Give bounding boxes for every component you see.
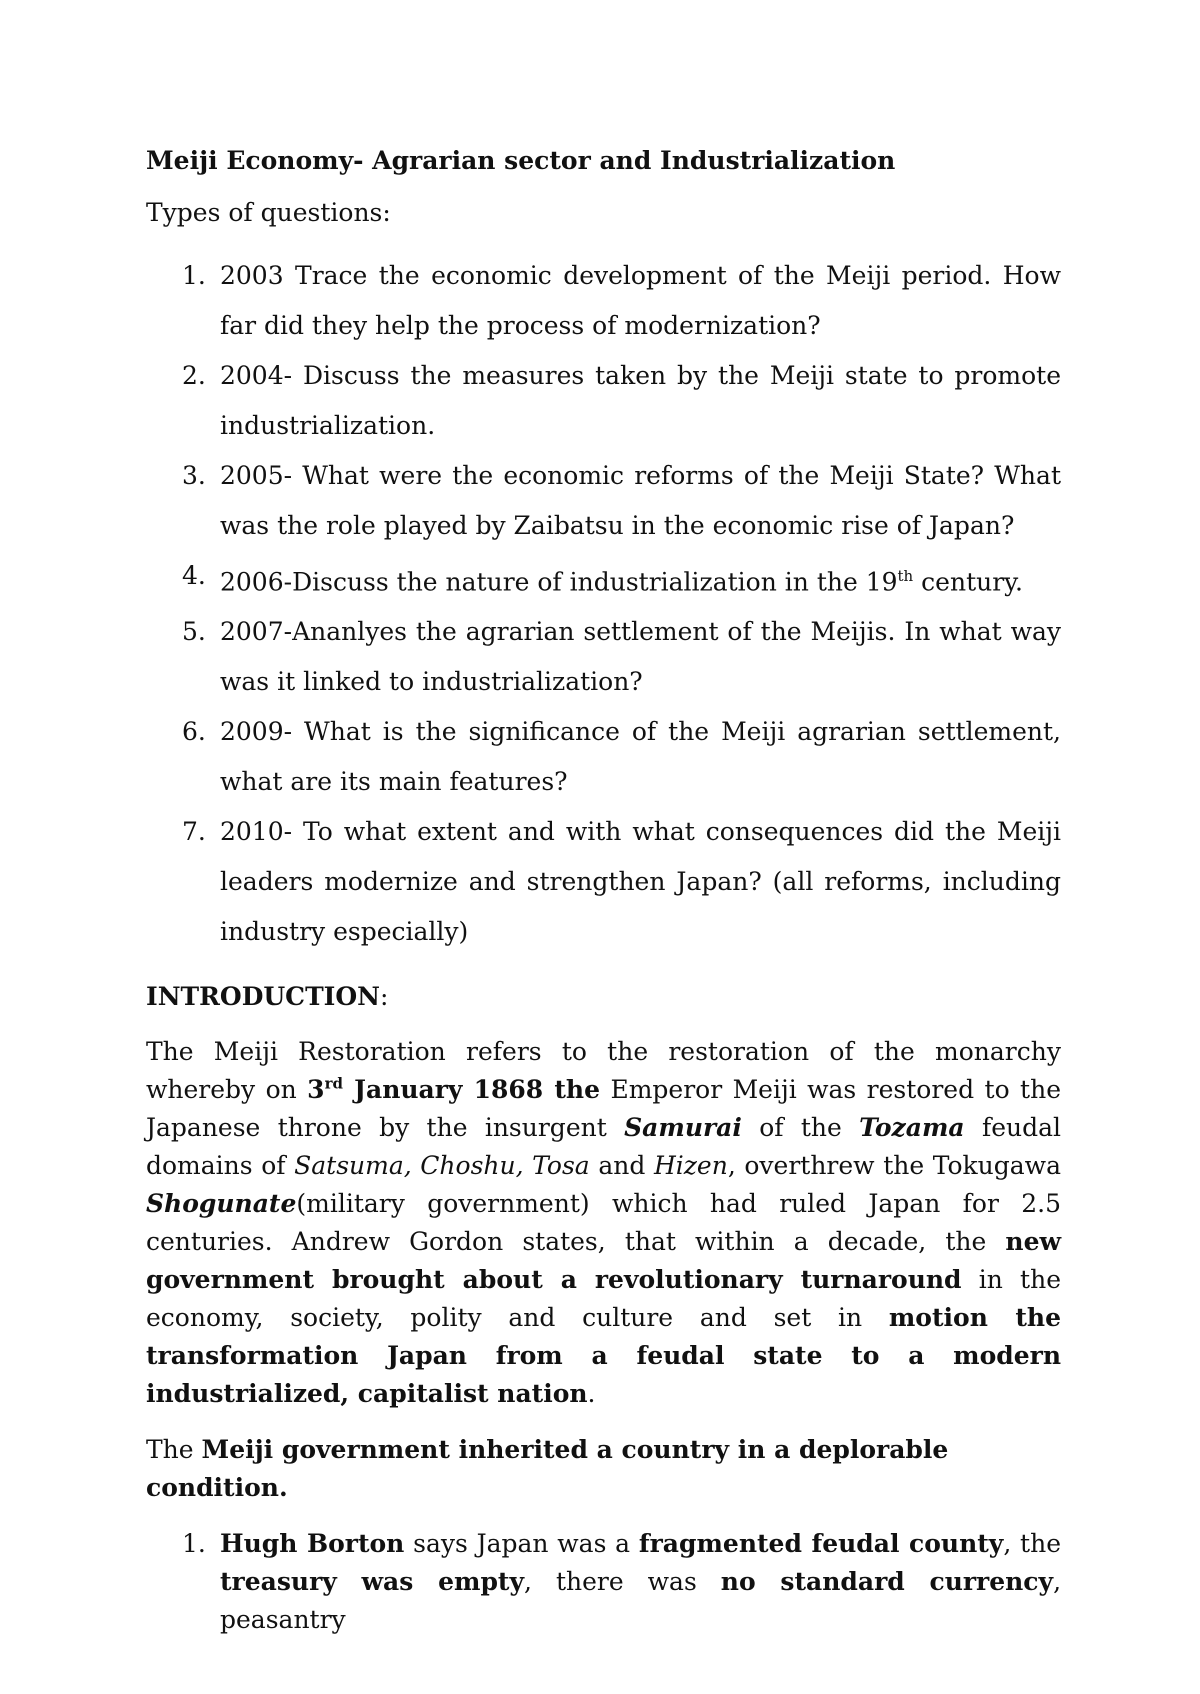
text-run-bold: treasury was empty	[220, 1567, 524, 1597]
list-number: 4.	[182, 561, 206, 590]
question-text: 2005- What were the economic reforms of the Meiji State? What was the role played by Zaibatsu in the economic rise of Japan?	[220, 461, 1061, 540]
text-run-bold: January 1868 the	[342, 1075, 601, 1105]
list-item	[146, 451, 1061, 551]
text-run: Emperor Meiji was restored to the Japanese throne by the insurgent	[146, 1075, 1061, 1143]
text-run-bold-italic: Samurai	[624, 1113, 742, 1143]
list-item	[146, 1525, 1061, 1639]
text-run-bold: motion the transformation Japan from a feudal state to a modern industrialized, capitalist nation	[146, 1303, 1061, 1409]
condition-paragraph	[146, 1431, 1061, 1507]
list-number: 2.	[182, 361, 206, 390]
list-item	[146, 251, 1061, 351]
text-run-bold: new government brought about a revolutionary turnaround	[146, 1227, 1061, 1295]
text-run: of the	[741, 1113, 860, 1143]
document-content	[146, 143, 1061, 1639]
text-run-italic: Satsuma, Choshu, Tosa	[294, 1151, 590, 1181]
text-run: , there was	[524, 1567, 721, 1597]
list-number: 6.	[182, 717, 206, 747]
question-text: 2003 Trace the economic development of the Meiji period. How far did they help the process of modernization?	[220, 261, 1061, 340]
text-run-bold: Hugh Borton	[220, 1529, 405, 1559]
text-run: , the	[1003, 1529, 1061, 1559]
question-text: 2007-Ananlyes the agrarian settlement of the Meijis. In what way was it linked to industrialization?	[220, 617, 1061, 697]
text-run-bold: Meiji government inherited a country in a deplorable condition.	[146, 1435, 949, 1503]
question-text: 2009- What is the significance of the Meiji agrarian settlement, what are its main features?	[220, 717, 1061, 797]
text-run: in the economy, society, polity and culture and set in	[146, 1265, 1061, 1333]
question-text: 2004- Discuss the measures taken by the Meiji state to promote industrialization.	[220, 361, 1061, 440]
superscript: rd	[324, 1075, 343, 1093]
text-run: The Meiji Restoration refers to the restoration of the monarchy whereby on	[146, 1037, 1061, 1105]
question-text-end: century.	[913, 567, 1023, 597]
text-run: , overthrew the Tokugawa	[727, 1151, 1061, 1181]
text-run-bold: fragmented feudal county	[638, 1529, 1004, 1559]
list-item	[146, 551, 1061, 607]
list-number: 5.	[182, 617, 206, 647]
intro-heading	[146, 979, 1061, 1015]
text-run-bold: no standard currency	[720, 1567, 1054, 1597]
text-run: and	[589, 1151, 654, 1181]
text-run: The	[146, 1435, 202, 1465]
text-run: .	[587, 1379, 596, 1409]
condition-list	[146, 1525, 1061, 1639]
text-run: (military government) which had ruled Japan for 2.5 centuries. Andrew Gordon states, that within a decade, the	[146, 1189, 1061, 1257]
question-text: 2010- To what extent and with what consequences did the Meiji leaders modernize and strengthen Japan? (all reforms, including industry especially)	[220, 817, 1061, 947]
text-run: , peasantry	[220, 1567, 1062, 1635]
list-number: 3.	[182, 461, 206, 490]
list-number: 7.	[182, 817, 206, 847]
text-run: feudal domains of	[146, 1113, 1062, 1181]
list-number: 1.	[182, 261, 206, 290]
text-run-bold: 3	[307, 1075, 325, 1105]
list-item	[146, 707, 1061, 807]
list-item	[146, 607, 1061, 707]
list-item	[146, 351, 1061, 451]
document-title: Meiji Economy- Agrarian sector and Industrialization	[146, 146, 896, 175]
question-text: 2006-Discuss the nature of industrialization in the 19	[220, 567, 898, 597]
types-label: Types of questions:	[146, 198, 391, 227]
questions-list	[146, 251, 1061, 957]
text-run-italic: Hizen	[653, 1151, 728, 1181]
intro-paragraph	[146, 1033, 1061, 1413]
intro-heading-text: INTRODUCTION	[146, 982, 381, 1012]
intro-heading-colon: :	[380, 982, 389, 1012]
text-run-bold-italic: Shogunate	[146, 1189, 297, 1219]
superscript: th	[897, 567, 914, 585]
list-number: 1.	[182, 1529, 206, 1559]
text-run-bold-italic: Tozama	[859, 1113, 965, 1143]
list-item	[146, 807, 1061, 957]
text-run: says Japan was a	[404, 1529, 639, 1559]
